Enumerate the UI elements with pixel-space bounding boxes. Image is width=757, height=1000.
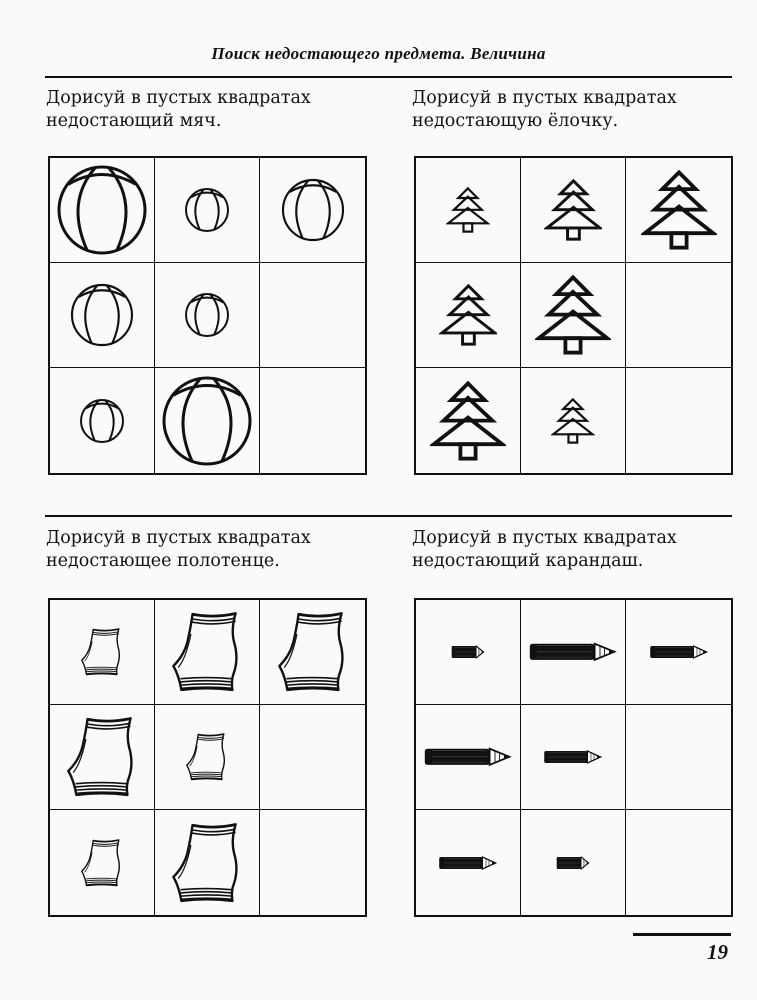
caption-line-1: Дорисуй в пустых квадратах — [412, 528, 677, 548]
empty-grid-cell — [626, 368, 731, 473]
christmas-tree-icon — [535, 275, 611, 355]
grid-cell — [416, 368, 521, 473]
christmas-tree-icon — [551, 398, 595, 444]
ball-icon — [281, 178, 345, 242]
grid-cell — [155, 600, 260, 705]
pencil-icon — [543, 749, 603, 765]
exercise-caption-tree — [412, 87, 677, 133]
grid-cell — [50, 263, 155, 368]
grid-cell — [260, 158, 365, 263]
footer-rule — [633, 933, 731, 936]
grid-cell — [521, 158, 626, 263]
empty-grid-cell — [260, 705, 365, 810]
empty-grid-cell — [260, 263, 365, 368]
christmas-tree-icon — [430, 381, 506, 461]
christmas-tree-icon — [641, 170, 717, 250]
pencil-icon — [451, 644, 485, 660]
grid-cell — [521, 368, 626, 473]
empty-grid-cell — [626, 705, 731, 810]
towel-icon — [167, 821, 247, 905]
grid-cell — [521, 705, 626, 810]
towel-icon — [78, 627, 126, 677]
caption-line-2: недостающий карандаш. — [412, 551, 644, 571]
grid-cell — [155, 368, 260, 473]
grid-cell — [50, 158, 155, 263]
pencil-grid — [414, 598, 733, 917]
grid-cell — [155, 158, 260, 263]
christmas-tree-icon — [446, 187, 490, 233]
ball-icon — [184, 187, 230, 233]
pencil-icon — [528, 641, 618, 663]
grid-cell — [155, 810, 260, 915]
grid-cell — [50, 810, 155, 915]
ball-icon — [79, 398, 125, 444]
page-number: 19 — [707, 940, 728, 964]
grid-cell — [416, 810, 521, 915]
ball-icon — [57, 165, 147, 255]
grid-cell — [521, 263, 626, 368]
grid-cell — [416, 158, 521, 263]
pencil-icon — [423, 746, 513, 768]
caption-line-2: недостающий мяч. — [46, 111, 222, 131]
grid-cell — [50, 600, 155, 705]
towel-icon — [62, 715, 142, 799]
towel-grid — [48, 598, 367, 917]
christmas-tree-icon — [439, 284, 498, 346]
pencil-icon — [556, 855, 590, 871]
exercise-caption-towel — [46, 527, 311, 573]
caption-line-1: Дорисуй в пустых квадратах — [46, 88, 311, 108]
caption-line-2: недостающее полотенце. — [46, 551, 280, 571]
grid-cell — [155, 263, 260, 368]
pencil-icon — [649, 644, 709, 660]
ball-grid — [48, 156, 367, 475]
header-rule — [45, 76, 732, 78]
empty-grid-cell — [260, 368, 365, 473]
ball-icon — [162, 376, 252, 466]
towel-icon — [273, 610, 353, 694]
empty-grid-cell — [260, 810, 365, 915]
caption-line-1: Дорисуй в пустых квадратах — [46, 528, 311, 548]
empty-grid-cell — [626, 263, 731, 368]
pencil-icon — [438, 855, 498, 871]
towel-icon — [183, 732, 231, 782]
grid-cell — [50, 705, 155, 810]
ball-icon — [184, 292, 230, 338]
grid-cell — [50, 368, 155, 473]
grid-cell — [521, 810, 626, 915]
christmas-tree-icon — [544, 179, 603, 241]
grid-cell — [155, 705, 260, 810]
exercise-caption-ball — [46, 87, 311, 133]
grid-cell — [521, 600, 626, 705]
grid-cell — [416, 600, 521, 705]
exercise-caption-pencil — [412, 527, 677, 573]
towel-icon — [78, 838, 126, 888]
towel-icon — [167, 610, 247, 694]
caption-line-1: Дорисуй в пустых квадратах — [412, 88, 677, 108]
empty-grid-cell — [626, 810, 731, 915]
grid-cell — [416, 705, 521, 810]
grid-cell — [626, 158, 731, 263]
grid-cell — [260, 600, 365, 705]
caption-line-2: недостающую ёлочку. — [412, 111, 619, 131]
tree-grid — [414, 156, 733, 475]
page-header: Поиск недостающего предмета. Величина — [211, 44, 546, 63]
section-rule — [45, 515, 732, 517]
grid-cell — [626, 600, 731, 705]
grid-cell — [416, 263, 521, 368]
ball-icon — [70, 283, 134, 347]
